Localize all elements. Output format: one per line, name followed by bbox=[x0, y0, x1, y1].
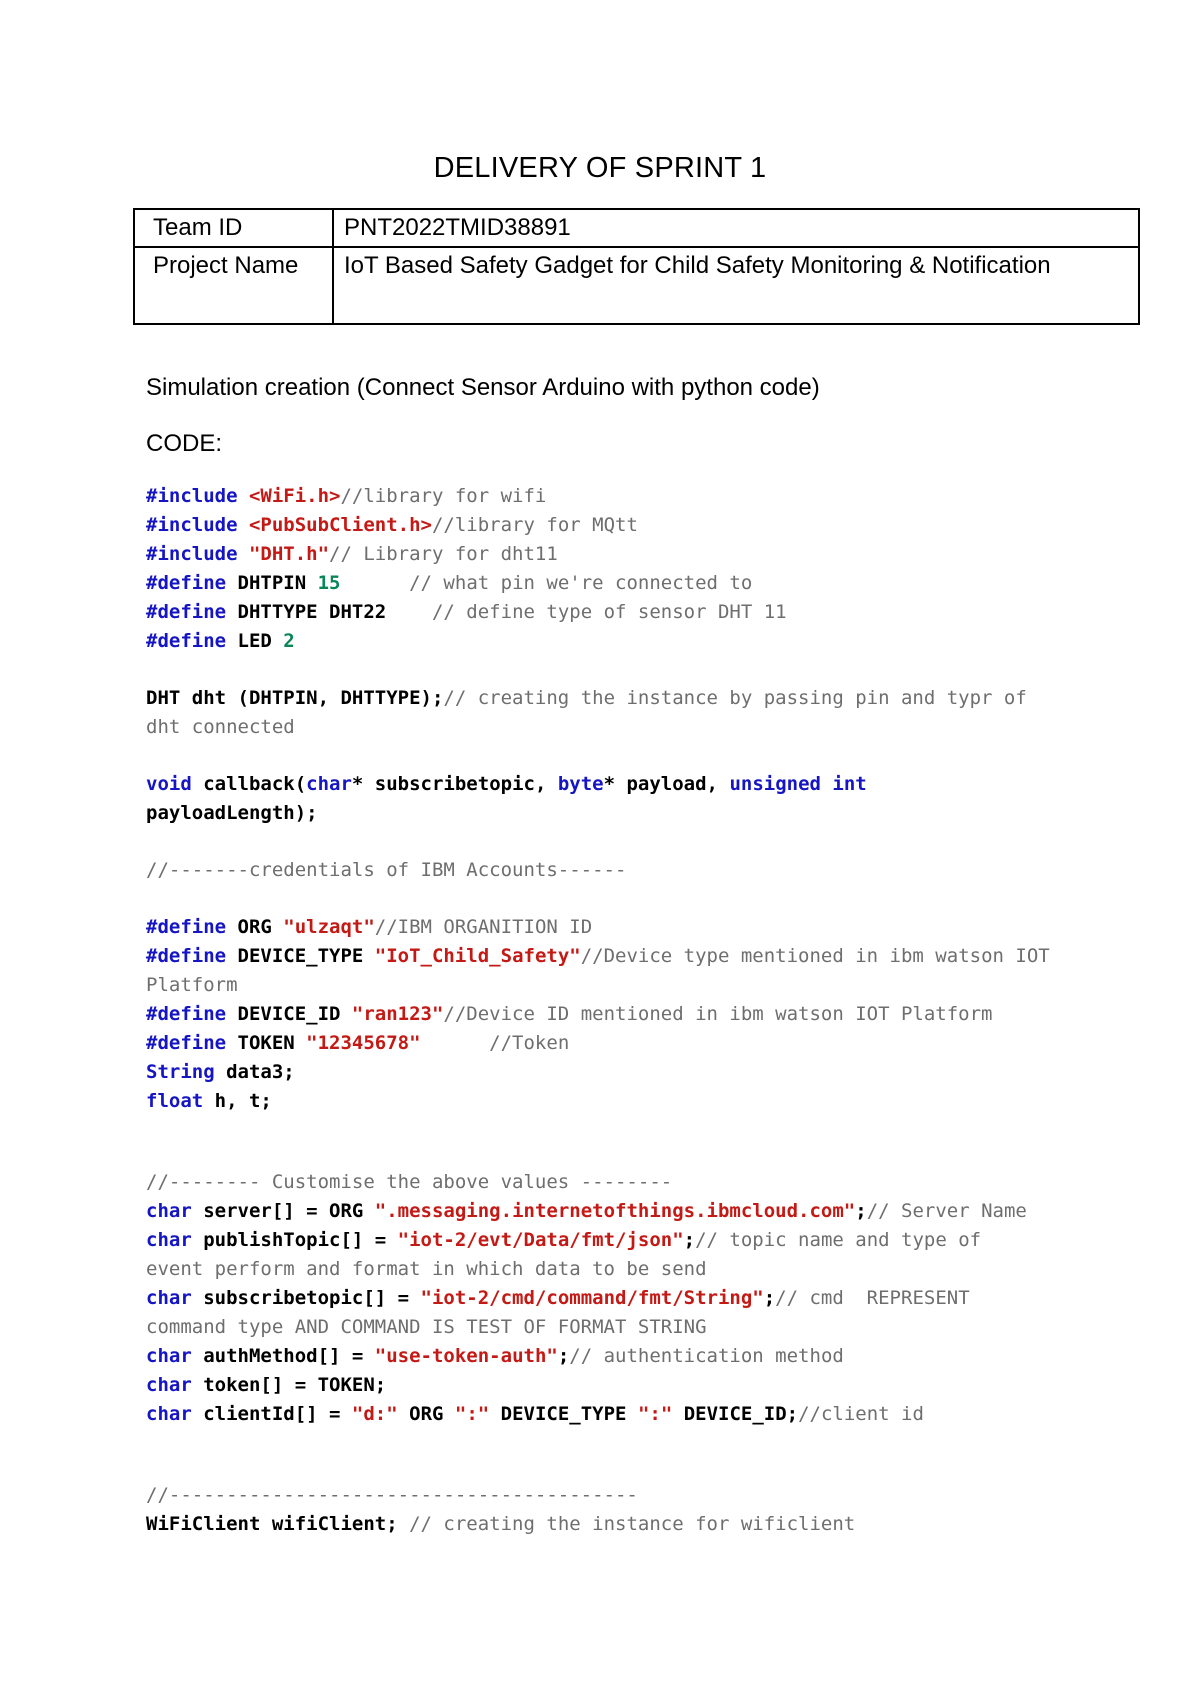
code-line bbox=[146, 1058, 1156, 1087]
code-token: * subscribetopic, bbox=[351, 773, 558, 795]
code-token: char bbox=[146, 1287, 192, 1309]
code-comment: // creating the instance for wificlient bbox=[397, 1513, 856, 1535]
code-token: "ulzaqt" bbox=[283, 916, 375, 938]
code-line bbox=[146, 713, 1156, 742]
code-token: publishTopic[] = bbox=[191, 1229, 398, 1251]
code-line bbox=[146, 627, 1156, 656]
code-token: ORG bbox=[237, 916, 284, 938]
code-token: ; bbox=[763, 1287, 776, 1309]
code-token: TOKEN bbox=[237, 1032, 307, 1054]
code-token: char bbox=[146, 1374, 192, 1396]
code-line bbox=[146, 511, 1156, 540]
code-token: "iot-2/cmd/command/fmt/String" bbox=[420, 1287, 764, 1309]
code-comment: //Device type mentioned in ibm watson IOT bbox=[580, 945, 1050, 967]
code-token: unsigned int bbox=[729, 773, 867, 795]
code-line bbox=[146, 1342, 1156, 1371]
code-line bbox=[146, 971, 1156, 1000]
code-token: <WiFi.h> bbox=[248, 485, 341, 507]
code-token: DEVICE_TYPE bbox=[489, 1403, 638, 1425]
code-token: 15 bbox=[317, 572, 341, 594]
section-heading: Simulation creation (Connect Sensor Arduino with python code) bbox=[146, 374, 820, 401]
code-comment: //-------- Customise the above values -------- bbox=[146, 1171, 673, 1193]
code-comment: //library for wifi bbox=[340, 485, 547, 507]
code-token: char bbox=[146, 1345, 192, 1367]
code-token: "DHT.h" bbox=[248, 543, 330, 565]
code-line bbox=[146, 1284, 1156, 1313]
code-token: ":" bbox=[637, 1403, 673, 1425]
code-comment: // authentication method bbox=[569, 1345, 844, 1367]
code-token: DEVICE_ID; bbox=[672, 1403, 799, 1425]
code-comment: //library for MQtt bbox=[431, 514, 638, 536]
code-token: byte bbox=[557, 773, 604, 795]
code-token: DEVICE_ID bbox=[237, 1003, 352, 1025]
code-line bbox=[146, 770, 1156, 799]
code-token: ; bbox=[557, 1345, 570, 1367]
code-token: * payload, bbox=[603, 773, 730, 795]
code-line bbox=[146, 1255, 1156, 1284]
code-token: ; bbox=[855, 1200, 867, 1222]
code-comment: // creating the instance by passing pin and typr of bbox=[443, 687, 1027, 709]
code-token: char bbox=[306, 773, 352, 795]
code-token: #include bbox=[146, 514, 249, 536]
code-comment: dht connected bbox=[146, 716, 295, 738]
code-token: void bbox=[146, 773, 192, 795]
code-comment: // Library for dht11 bbox=[329, 543, 558, 565]
code-token: DHTTYPE DHT22 bbox=[237, 601, 387, 623]
code-token: subscribetopic[] = bbox=[191, 1287, 421, 1309]
code-comment: // Server Name bbox=[866, 1200, 1027, 1222]
document-title: DELIVERY OF SPRINT 1 bbox=[433, 152, 767, 184]
code-comment: //client id bbox=[798, 1403, 924, 1425]
code-line bbox=[146, 540, 1156, 569]
code-line bbox=[146, 1226, 1156, 1255]
code-token: h, t; bbox=[203, 1090, 272, 1112]
code-line bbox=[146, 1400, 1156, 1429]
code-token: "12345678" bbox=[306, 1032, 421, 1054]
code-token: token[] = TOKEN; bbox=[191, 1374, 387, 1396]
code-token: "use-token-auth" bbox=[374, 1345, 558, 1367]
code-token: #define bbox=[146, 1032, 238, 1054]
code-token: WiFiClient wifiClient; bbox=[146, 1513, 398, 1535]
code-line bbox=[146, 482, 1156, 511]
code-line bbox=[146, 942, 1156, 971]
code-line bbox=[146, 1087, 1156, 1116]
code-line bbox=[146, 1481, 1156, 1510]
code-line bbox=[146, 569, 1156, 598]
code-token: #define bbox=[146, 945, 238, 967]
project-name-row bbox=[134, 247, 1139, 324]
code-token: <PubSubClient.h> bbox=[248, 514, 432, 536]
code-line bbox=[146, 1197, 1156, 1226]
code-line bbox=[146, 799, 1156, 828]
code-comment: event perform and format in which data to be send bbox=[146, 1258, 707, 1280]
code-label: CODE: bbox=[146, 430, 223, 457]
code-line bbox=[146, 1029, 1156, 1058]
code-token: "ran123" bbox=[351, 1003, 444, 1025]
code-token: "d:" bbox=[351, 1403, 398, 1425]
code-token: ORG bbox=[397, 1403, 455, 1425]
code-comment: command type AND COMMAND IS TEST OF FORMAT STRING bbox=[146, 1316, 707, 1338]
code-token: String bbox=[146, 1061, 215, 1083]
code-token: ; bbox=[683, 1229, 696, 1251]
code-line bbox=[146, 1168, 1156, 1197]
code-comment: // define type of sensor DHT 11 bbox=[386, 601, 787, 623]
code-token: char bbox=[146, 1229, 192, 1251]
code-token: char bbox=[146, 1403, 192, 1425]
code-token: LED bbox=[237, 630, 284, 652]
code-token: authMethod[] = bbox=[191, 1345, 375, 1367]
code-token: "iot-2/evt/Data/fmt/json" bbox=[397, 1229, 684, 1251]
code-line bbox=[146, 856, 1156, 885]
code-comment: Platform bbox=[146, 974, 238, 996]
project-name-value: IoT Based Safety Gadget for Child Safety Monitoring & Notification bbox=[333, 247, 1139, 324]
team-id-value: PNT2022TMID38891 bbox=[333, 209, 1139, 247]
code-line bbox=[146, 1510, 1156, 1539]
code-token: #include bbox=[146, 485, 249, 507]
code-token: #define bbox=[146, 1003, 238, 1025]
code-token: #define bbox=[146, 916, 238, 938]
code-token: payloadLength); bbox=[146, 802, 318, 824]
code-token: #include bbox=[146, 543, 249, 565]
code-comment: //-------credentials of IBM Accounts------ bbox=[146, 859, 627, 881]
team-info-table bbox=[133, 208, 1140, 325]
code-token: 2 bbox=[283, 630, 295, 652]
code-token: char bbox=[146, 1200, 192, 1222]
code-line bbox=[146, 684, 1156, 713]
code-comment: // cmd REPRESENT bbox=[775, 1287, 970, 1309]
project-name-label: Project Name bbox=[134, 247, 333, 324]
team-id-label: Team ID bbox=[134, 209, 333, 247]
code-comment: // topic name and type of bbox=[695, 1229, 982, 1251]
code-line bbox=[146, 598, 1156, 627]
code-line bbox=[146, 913, 1156, 942]
code-line bbox=[146, 1000, 1156, 1029]
code-token: #define bbox=[146, 601, 238, 623]
code-token: float bbox=[146, 1090, 204, 1112]
code-token: callback( bbox=[191, 773, 307, 795]
code-token: DHTPIN bbox=[237, 572, 318, 594]
code-token: "IoT_Child_Safety" bbox=[374, 945, 581, 967]
code-line bbox=[146, 1371, 1156, 1400]
code-comment: // what pin we're connected to bbox=[340, 572, 753, 594]
code-comment: //----------------------------------------- bbox=[146, 1484, 638, 1506]
code-token: ":" bbox=[454, 1403, 490, 1425]
code-line bbox=[146, 1313, 1156, 1342]
code-comment: //Token bbox=[420, 1032, 570, 1054]
code-comment: //Device ID mentioned in ibm watson IOT Platform bbox=[443, 1003, 993, 1025]
code-token: ".messaging.internetofthings.ibmcloud.com" bbox=[374, 1200, 856, 1222]
code-token: data3; bbox=[214, 1061, 295, 1083]
code-token: server[] = ORG bbox=[191, 1200, 375, 1222]
code-token: #define bbox=[146, 630, 238, 652]
team-id-row bbox=[134, 209, 1139, 247]
code-token: #define bbox=[146, 572, 238, 594]
code-token: clientId[] = bbox=[191, 1403, 352, 1425]
code-token: DEVICE_TYPE bbox=[237, 945, 375, 967]
code-block bbox=[146, 482, 1156, 1539]
code-token: DHT dht (DHTPIN, DHTTYPE); bbox=[146, 687, 444, 709]
code-comment: //IBM ORGANITION ID bbox=[374, 916, 593, 938]
